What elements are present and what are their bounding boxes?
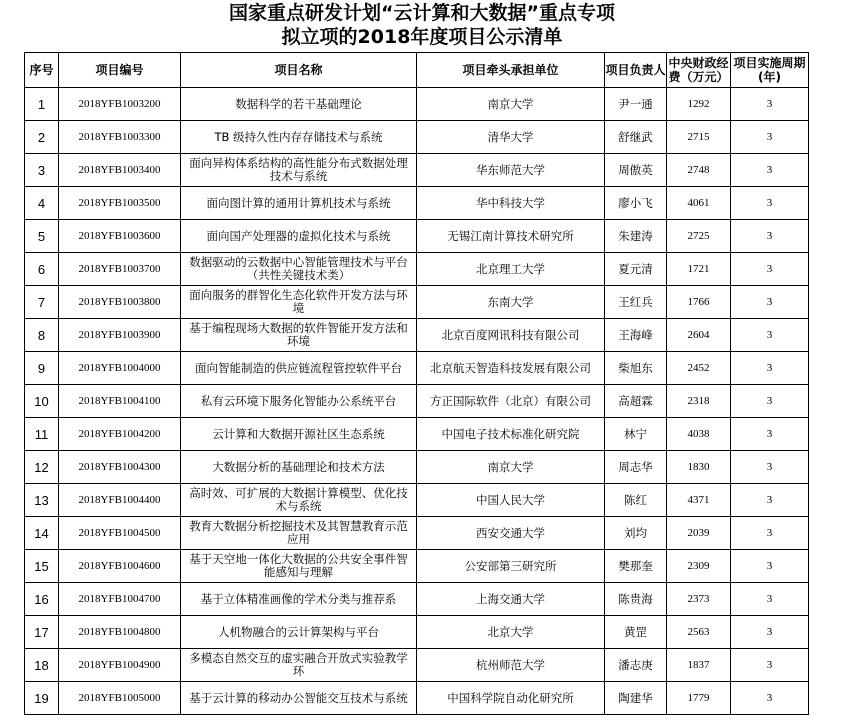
cell-code: 2018YFB1004200 <box>59 418 181 451</box>
cell-person: 柴旭东 <box>605 352 667 385</box>
cell-no: 19 <box>25 682 59 715</box>
cell-fund: 2563 <box>667 616 731 649</box>
cell-no: 1 <box>25 88 59 121</box>
table-row <box>25 253 809 286</box>
cell-person: 舒继武 <box>605 121 667 154</box>
cell-period: 3 <box>731 517 809 550</box>
cell-fund: 2452 <box>667 352 731 385</box>
header-person: 项目负责人 <box>605 53 667 88</box>
header-code: 项目编号 <box>59 53 181 88</box>
cell-code: 2018YFB1004900 <box>59 649 181 682</box>
cell-name: 高时效、可扩展的大数据计算模型、优化技术与系统 <box>181 484 417 517</box>
cell-period: 3 <box>731 418 809 451</box>
cell-name: 数据科学的若干基础理论 <box>181 88 417 121</box>
cell-person: 樊那奎 <box>605 550 667 583</box>
cell-person: 陈红 <box>605 484 667 517</box>
cell-name: 私有云环境下服务化智能办公系统平台 <box>181 385 417 418</box>
cell-no: 14 <box>25 517 59 550</box>
cell-unit: 无锡江南计算技术研究所 <box>417 220 605 253</box>
cell-period: 3 <box>731 286 809 319</box>
cell-fund: 1721 <box>667 253 731 286</box>
cell-unit: 北京航天智造科技发展有限公司 <box>417 352 605 385</box>
cell-code: 2018YFB1003500 <box>59 187 181 220</box>
cell-unit: 华东师范大学 <box>417 154 605 187</box>
cell-period: 3 <box>731 616 809 649</box>
cell-no: 10 <box>25 385 59 418</box>
table-row <box>25 550 809 583</box>
table-row <box>25 220 809 253</box>
cell-no: 2 <box>25 121 59 154</box>
cell-no: 8 <box>25 319 59 352</box>
cell-no: 7 <box>25 286 59 319</box>
cell-fund: 1766 <box>667 286 731 319</box>
cell-no: 13 <box>25 484 59 517</box>
header-no: 序号 <box>25 53 59 88</box>
cell-name: 数据驱动的云数据中心智能管理技术与平台（共性关键技术类） <box>181 253 417 286</box>
header-unit: 项目牵头承担单位 <box>417 53 605 88</box>
document-subtitle: 拟立项的2018年度项目公示清单 <box>281 26 563 48</box>
table-row <box>25 286 809 319</box>
cell-person: 黄罡 <box>605 616 667 649</box>
table-body <box>25 88 809 715</box>
table-row <box>25 88 809 121</box>
cell-code: 2018YFB1003200 <box>59 88 181 121</box>
cell-name: 基于云计算的移动办公智能交互技术与系统 <box>181 682 417 715</box>
table-row <box>25 583 809 616</box>
cell-name: 面向国产处理器的虚拟化技术与系统 <box>181 220 417 253</box>
cell-fund: 1292 <box>667 88 731 121</box>
cell-no: 11 <box>25 418 59 451</box>
cell-no: 18 <box>25 649 59 682</box>
cell-unit: 方正国际软件（北京）有限公司 <box>417 385 605 418</box>
cell-name: 大数据分析的基础理论和技术方法 <box>181 451 417 484</box>
cell-code: 2018YFB1004500 <box>59 517 181 550</box>
cell-unit: 清华大学 <box>417 121 605 154</box>
cell-name: 面向图计算的通用计算机技术与系统 <box>181 187 417 220</box>
cell-no: 5 <box>25 220 59 253</box>
cell-person: 陈贵海 <box>605 583 667 616</box>
cell-person: 刘均 <box>605 517 667 550</box>
cell-period: 3 <box>731 550 809 583</box>
table-row <box>25 649 809 682</box>
table-row <box>25 352 809 385</box>
cell-code: 2018YFB1003800 <box>59 286 181 319</box>
cell-person: 夏元清 <box>605 253 667 286</box>
table-row <box>25 616 809 649</box>
cell-fund: 2309 <box>667 550 731 583</box>
cell-person: 王红兵 <box>605 286 667 319</box>
cell-fund: 2725 <box>667 220 731 253</box>
cell-name: 云计算和大数据开源社区生态系统 <box>181 418 417 451</box>
cell-period: 3 <box>731 187 809 220</box>
cell-no: 16 <box>25 583 59 616</box>
header-fund: 中央财政经费（万元） <box>667 53 731 88</box>
cell-code: 2018YFB1005000 <box>59 682 181 715</box>
cell-no: 6 <box>25 253 59 286</box>
cell-period: 3 <box>731 154 809 187</box>
cell-name: 面向异构体系结构的高性能分布式数据处理技术与系统 <box>181 154 417 187</box>
cell-name: 人机物融合的云计算架构与平台 <box>181 616 417 649</box>
cell-fund: 4061 <box>667 187 731 220</box>
cell-code: 2018YFB1004400 <box>59 484 181 517</box>
table-row <box>25 484 809 517</box>
cell-name: 面向服务的群智化生态化软件开发方法与环境 <box>181 286 417 319</box>
table-row <box>25 385 809 418</box>
cell-unit: 中国人民大学 <box>417 484 605 517</box>
cell-period: 3 <box>731 88 809 121</box>
cell-fund: 1837 <box>667 649 731 682</box>
cell-period: 3 <box>731 583 809 616</box>
cell-unit: 南京大学 <box>417 88 605 121</box>
cell-person: 廖小飞 <box>605 187 667 220</box>
cell-fund: 4371 <box>667 484 731 517</box>
cell-person: 陶建华 <box>605 682 667 715</box>
table-row <box>25 319 809 352</box>
cell-person: 王海峰 <box>605 319 667 352</box>
cell-unit: 北京大学 <box>417 616 605 649</box>
cell-name: 基于立体精准画像的学术分类与推荐系 <box>181 583 417 616</box>
cell-unit: 中国科学院自动化研究所 <box>417 682 605 715</box>
cell-unit: 中国电子技术标准化研究院 <box>417 418 605 451</box>
cell-code: 2018YFB1004300 <box>59 451 181 484</box>
project-table <box>24 52 809 715</box>
cell-fund: 1830 <box>667 451 731 484</box>
cell-code: 2018YFB1004800 <box>59 616 181 649</box>
cell-code: 2018YFB1003300 <box>59 121 181 154</box>
table-row <box>25 451 809 484</box>
cell-person: 林宁 <box>605 418 667 451</box>
cell-no: 3 <box>25 154 59 187</box>
cell-person: 尹一通 <box>605 88 667 121</box>
table-row <box>25 418 809 451</box>
cell-code: 2018YFB1004100 <box>59 385 181 418</box>
cell-period: 3 <box>731 451 809 484</box>
table-row <box>25 187 809 220</box>
cell-fund: 1779 <box>667 682 731 715</box>
cell-fund: 2373 <box>667 583 731 616</box>
cell-code: 2018YFB1004000 <box>59 352 181 385</box>
cell-period: 3 <box>731 352 809 385</box>
cell-code: 2018YFB1003700 <box>59 253 181 286</box>
cell-fund: 2748 <box>667 154 731 187</box>
cell-person: 朱建涛 <box>605 220 667 253</box>
table-row <box>25 121 809 154</box>
cell-unit: 杭州师范大学 <box>417 649 605 682</box>
cell-fund: 2318 <box>667 385 731 418</box>
cell-person: 高超霖 <box>605 385 667 418</box>
table-row <box>25 682 809 715</box>
cell-fund: 2039 <box>667 517 731 550</box>
cell-period: 3 <box>731 121 809 154</box>
cell-unit: 上海交通大学 <box>417 583 605 616</box>
cell-period: 3 <box>731 484 809 517</box>
cell-no: 4 <box>25 187 59 220</box>
cell-unit: 东南大学 <box>417 286 605 319</box>
header-period: 项目实施周期(年) <box>731 53 809 88</box>
cell-period: 3 <box>731 319 809 352</box>
table-row <box>25 154 809 187</box>
cell-unit: 南京大学 <box>417 451 605 484</box>
cell-person: 周傲英 <box>605 154 667 187</box>
cell-no: 9 <box>25 352 59 385</box>
cell-name: 面向智能制造的供应链流程管控软件平台 <box>181 352 417 385</box>
cell-name: 多模态自然交互的虚实融合开放式实验教学环 <box>181 649 417 682</box>
cell-unit: 北京理工大学 <box>417 253 605 286</box>
cell-no: 17 <box>25 616 59 649</box>
cell-unit: 公安部第三研究所 <box>417 550 605 583</box>
cell-period: 3 <box>731 253 809 286</box>
cell-unit: 北京百度网讯科技有限公司 <box>417 319 605 352</box>
cell-period: 3 <box>731 649 809 682</box>
cell-name: TB 级持久性内存存储技术与系统 <box>181 121 417 154</box>
cell-person: 周志华 <box>605 451 667 484</box>
cell-unit: 西安交通大学 <box>417 517 605 550</box>
cell-period: 3 <box>731 682 809 715</box>
cell-person: 潘志庚 <box>605 649 667 682</box>
cell-fund: 2715 <box>667 121 731 154</box>
cell-fund: 4038 <box>667 418 731 451</box>
cell-period: 3 <box>731 220 809 253</box>
cell-name: 基于编程现场大数据的软件智能开发方法和环境 <box>181 319 417 352</box>
cell-name: 教育大数据分析挖掘技术及其智慧教育示范应用 <box>181 517 417 550</box>
cell-unit: 华中科技大学 <box>417 187 605 220</box>
cell-code: 2018YFB1003900 <box>59 319 181 352</box>
table-row <box>25 517 809 550</box>
table-header-row <box>25 53 809 88</box>
document-title: 国家重点研发计划“云计算和大数据”重点专项 <box>229 2 615 24</box>
header-name: 项目名称 <box>181 53 417 88</box>
cell-code: 2018YFB1004700 <box>59 583 181 616</box>
cell-code: 2018YFB1003600 <box>59 220 181 253</box>
cell-period: 3 <box>731 385 809 418</box>
cell-name: 基于天空地一体化大数据的公共安全事件智能感知与理解 <box>181 550 417 583</box>
cell-code: 2018YFB1004600 <box>59 550 181 583</box>
cell-code: 2018YFB1003400 <box>59 154 181 187</box>
cell-no: 15 <box>25 550 59 583</box>
cell-fund: 2604 <box>667 319 731 352</box>
cell-no: 12 <box>25 451 59 484</box>
